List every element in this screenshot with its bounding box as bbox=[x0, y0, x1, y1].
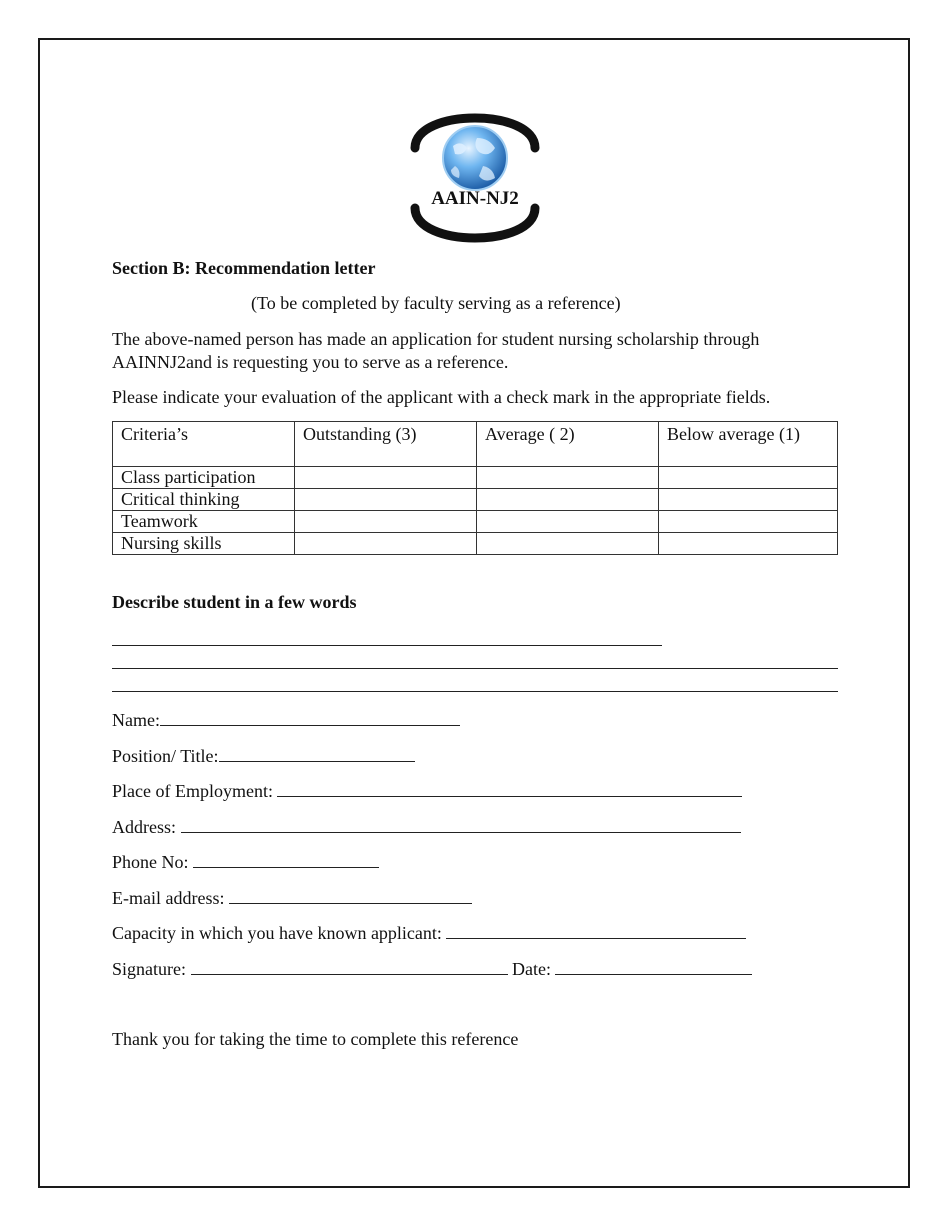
intro-line-2: AAINNJ2and is requesting you to serve as a reference. bbox=[112, 352, 509, 372]
check-cell[interactable] bbox=[659, 511, 838, 533]
signature-date-field bbox=[112, 957, 752, 980]
criteria-label: Critical thinking bbox=[113, 489, 295, 511]
check-cell[interactable] bbox=[477, 467, 659, 489]
address-field bbox=[112, 815, 741, 838]
header-average: Average ( 2) bbox=[477, 422, 659, 467]
logo-text: AAIN-NJ2 bbox=[431, 188, 519, 209]
check-cell[interactable] bbox=[477, 533, 659, 555]
employment-input[interactable] bbox=[277, 779, 742, 797]
aain-nj2-logo bbox=[405, 108, 545, 248]
instruction: Please indicate your evaluation of the applicant with a check mark in the appropriate fields. bbox=[112, 387, 771, 407]
intro-line-1: The above-named person has made an application for student nursing scholarship through bbox=[112, 329, 760, 349]
table-row bbox=[113, 533, 838, 555]
position-label: Position/ Title: bbox=[112, 746, 219, 766]
table-row bbox=[113, 511, 838, 533]
evaluation-table bbox=[112, 421, 838, 555]
criteria-label: Nursing skills bbox=[113, 533, 295, 555]
check-cell[interactable] bbox=[659, 533, 838, 555]
table-row bbox=[113, 489, 838, 511]
header-below-average: Below average (1) bbox=[659, 422, 838, 467]
email-label: E-mail address: bbox=[112, 888, 225, 908]
criteria-label: Teamwork bbox=[113, 511, 295, 533]
describe-title: Describe student in a few words bbox=[112, 592, 357, 612]
email-input[interactable] bbox=[229, 886, 472, 904]
check-cell[interactable] bbox=[477, 511, 659, 533]
subtitle: (To be completed by faculty serving as a reference) bbox=[251, 293, 621, 313]
describe-line-2[interactable] bbox=[112, 668, 838, 669]
globe-icon bbox=[443, 126, 507, 190]
check-cell[interactable] bbox=[295, 489, 477, 511]
phone-field bbox=[112, 850, 379, 873]
check-cell[interactable] bbox=[295, 511, 477, 533]
check-cell[interactable] bbox=[477, 489, 659, 511]
header-criteria: Criteria’s bbox=[113, 422, 295, 467]
employment-label: Place of Employment: bbox=[112, 781, 273, 801]
position-input[interactable] bbox=[219, 744, 415, 762]
capacity-label: Capacity in which you have known applicant: bbox=[112, 923, 442, 943]
check-cell[interactable] bbox=[659, 489, 838, 511]
employment-field bbox=[112, 779, 742, 802]
phone-input[interactable] bbox=[193, 850, 379, 868]
name-input[interactable] bbox=[160, 708, 460, 726]
check-cell[interactable] bbox=[295, 533, 477, 555]
date-input[interactable] bbox=[555, 957, 752, 975]
phone-label: Phone No: bbox=[112, 852, 189, 872]
name-label: Name: bbox=[112, 710, 160, 730]
logo-graphic bbox=[405, 108, 545, 248]
describe-line-1[interactable] bbox=[112, 645, 662, 646]
section-title: Section B: Recommendation letter bbox=[112, 258, 376, 278]
header-outstanding: Outstanding (3) bbox=[295, 422, 477, 467]
date-label: Date: bbox=[512, 959, 551, 979]
table-header-row bbox=[113, 422, 838, 467]
email-field bbox=[112, 886, 472, 909]
capacity-input[interactable] bbox=[446, 921, 746, 939]
position-field bbox=[112, 744, 415, 767]
name-field bbox=[112, 708, 460, 731]
criteria-label: Class participation bbox=[113, 467, 295, 489]
table-row bbox=[113, 467, 838, 489]
address-input[interactable] bbox=[181, 815, 741, 833]
check-cell[interactable] bbox=[659, 467, 838, 489]
capacity-field bbox=[112, 921, 746, 944]
closing-text: Thank you for taking the time to complete this reference bbox=[112, 1029, 519, 1049]
address-label: Address: bbox=[112, 817, 176, 837]
signature-input[interactable] bbox=[191, 957, 508, 975]
signature-label: Signature: bbox=[112, 959, 186, 979]
check-cell[interactable] bbox=[295, 467, 477, 489]
describe-line-3[interactable] bbox=[112, 691, 838, 692]
